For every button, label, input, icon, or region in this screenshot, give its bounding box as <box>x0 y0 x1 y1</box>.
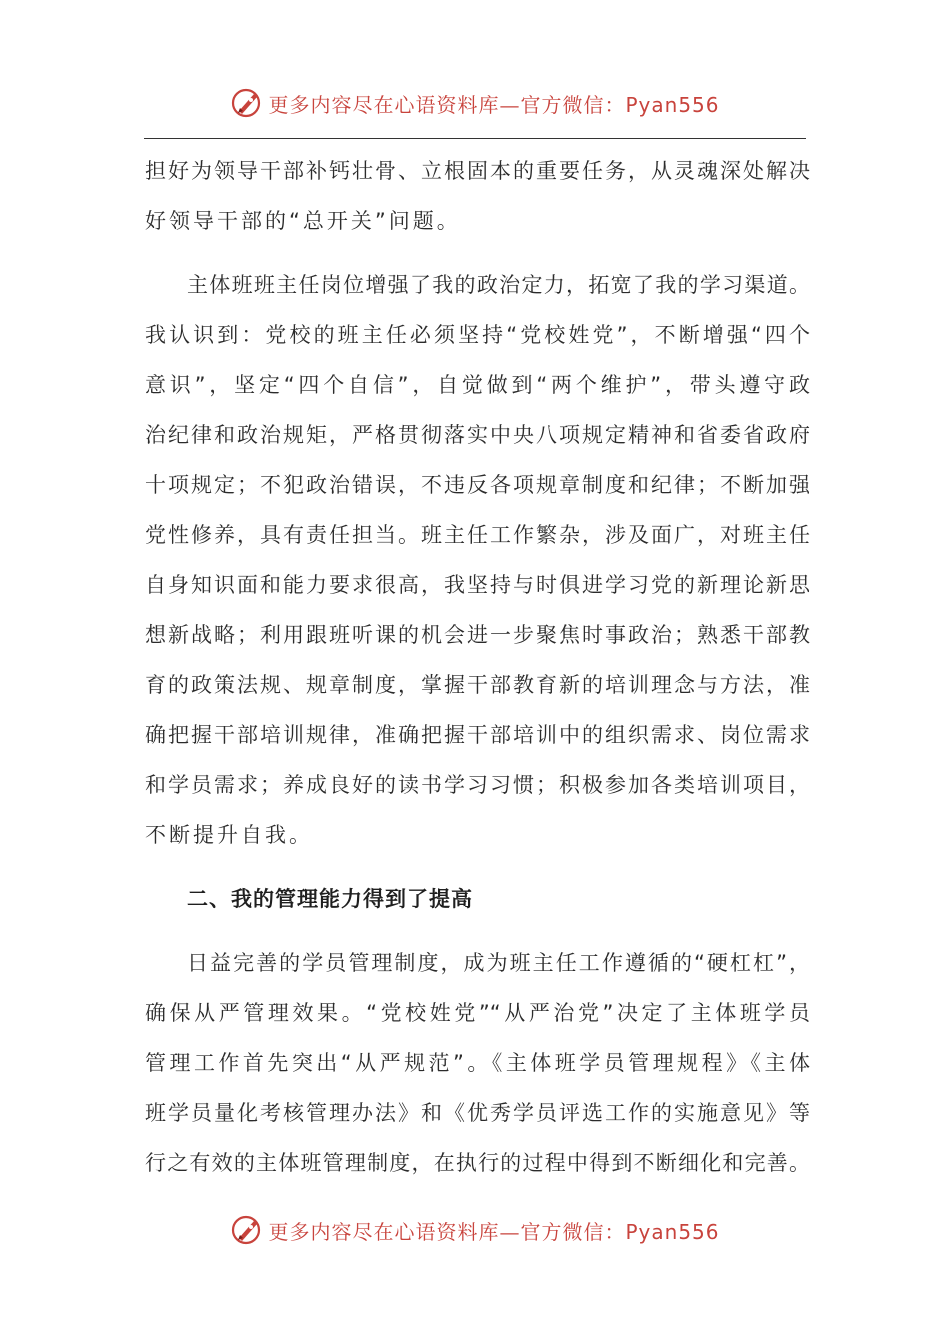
text-line: 十项规定；不犯政治错误，不违反各项规章制度和纪律；不断加强 <box>145 473 810 497</box>
header-banner-dash: — <box>499 92 521 117</box>
paragraph-2 <box>145 260 810 860</box>
header-divider <box>144 138 806 139</box>
paragraph-1 <box>145 146 810 246</box>
text-line: 想新战略；利用跟班听课的机会进一步聚焦时事政治；熟悉干部教 <box>145 623 810 647</box>
text-line: 党性修养，具有责任担当。班主任工作繁杂，涉及面广，对班主任 <box>145 523 810 547</box>
header-banner-text <box>268 89 719 118</box>
text-line: 担好为领导干部补钙壮骨、立根固本的重要任务，从灵魂深处解决 <box>145 159 810 183</box>
paragraph-3 <box>145 938 810 1188</box>
text-line: 确把握干部培训规律，准确把握干部培训中的组织需求、岗位需求 <box>145 723 810 747</box>
footer-banner-contact-id: Pyan556 <box>625 1219 720 1244</box>
text-line: 育的政策法规、规章制度，掌握干部教育新的培训理念与方法，准 <box>145 673 810 697</box>
header-banner-title: 更多内容尽在心语资料库 <box>268 92 500 117</box>
text-line: 行之有效的主体班管理制度，在执行的过程中得到不断细化和完善。 <box>145 1151 810 1175</box>
text-line: 自身知识面和能力要求很高，我坚持与时俱进学习党的新理论新思 <box>145 573 810 597</box>
header-banner-contact-id: Pyan556 <box>625 92 720 117</box>
section-heading: 二、我的管理能力得到了提高 <box>187 887 473 911</box>
text-line: 意识”，坚定“四个自信”，自觉做到“两个维护”，带头遵守政 <box>145 373 810 397</box>
text-line: 确保从严管理效果。“党校姓党”“从严治党”决定了主体班学员 <box>145 1001 810 1025</box>
footer-banner-text <box>268 1216 719 1245</box>
text-line: 和学员需求；养成良好的读书学习习惯；积极参加各类培训项目， <box>145 773 810 797</box>
text-line: 主体班班主任岗位增强了我的政治定力，拓宽了我的学习渠道。 <box>187 273 810 297</box>
pen-circle-logo-icon <box>230 1213 264 1247</box>
footer-banner <box>0 1210 950 1250</box>
text-line: 管理工作首先突出“从严规范”。《主体班学员管理规程》《主体 <box>145 1051 810 1075</box>
text-line: 治纪律和政治规矩，严格贯彻落实中央八项规定精神和省委省政府 <box>145 423 810 447</box>
footer-banner-dash: — <box>499 1219 521 1244</box>
header-banner-contact-label: 官方微信： <box>520 92 626 117</box>
footer-banner-title: 更多内容尽在心语资料库 <box>268 1219 500 1244</box>
pen-circle-logo-icon <box>230 86 264 120</box>
text-line: 班学员量化考核管理办法》和《优秀学员评选工作的实施意见》等 <box>145 1101 810 1125</box>
text-line: 日益完善的学员管理制度，成为班主任工作遵循的“硬杠杠”， <box>187 951 810 975</box>
text-line: 好领导干部的“总开关”问题。 <box>145 209 461 233</box>
header-banner <box>0 83 950 123</box>
text-line: 我认识到：党校的班主任必须坚持“党校姓党”，不断增强“四个 <box>145 323 810 347</box>
document-body <box>145 146 810 1188</box>
text-line: 不断提升自我。 <box>145 823 313 847</box>
footer-banner-contact-label: 官方微信： <box>520 1219 626 1244</box>
